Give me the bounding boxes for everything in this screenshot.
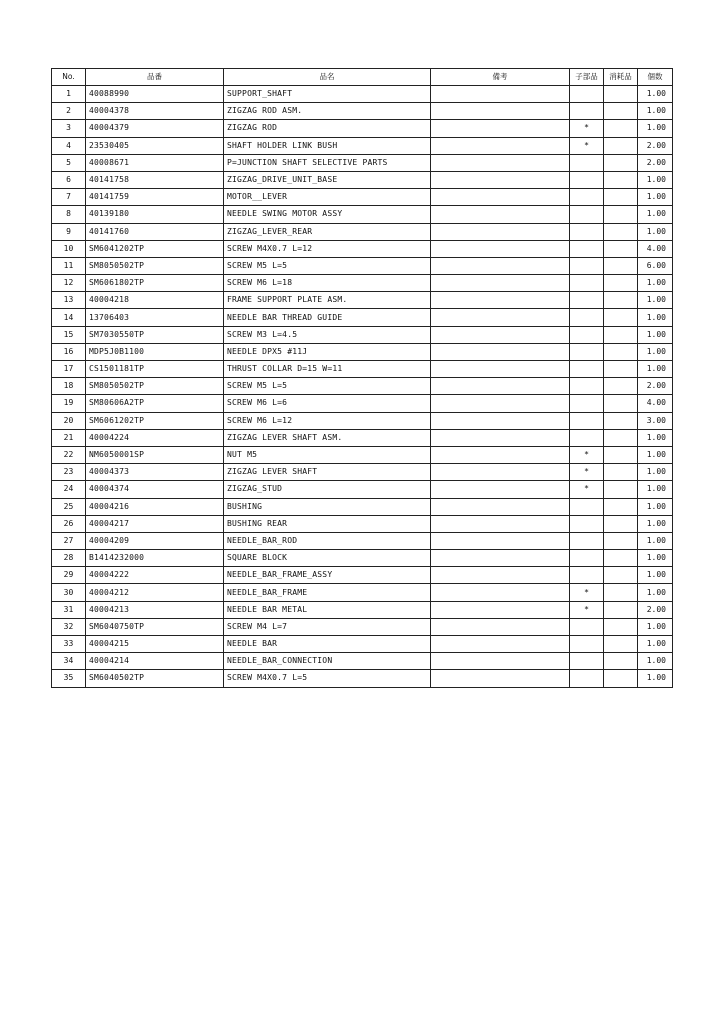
cell-quantity: 1.00 bbox=[638, 189, 673, 206]
cell-part-no: SM80606A2TP bbox=[86, 395, 224, 412]
cell-part-no: 40004373 bbox=[86, 464, 224, 481]
cell-quantity: 1.00 bbox=[638, 103, 673, 120]
cell-quantity: 3.00 bbox=[638, 412, 673, 429]
cell-sub-part bbox=[570, 103, 604, 120]
cell-part-no: B1414232000 bbox=[86, 550, 224, 567]
table-row bbox=[52, 257, 673, 274]
cell-part-no: SM7030550TP bbox=[86, 326, 224, 343]
cell-part-name: SCREW M4X0.7 L=5 bbox=[224, 670, 431, 687]
cell-sub-part: * bbox=[570, 584, 604, 601]
cell-remarks bbox=[431, 240, 570, 257]
table-row bbox=[52, 154, 673, 171]
cell-part-name: SUPPORT_SHAFT bbox=[224, 86, 431, 103]
cell-sub-part: * bbox=[570, 137, 604, 154]
cell-part-no: SM8050502TP bbox=[86, 378, 224, 395]
cell-quantity: 1.00 bbox=[638, 171, 673, 188]
header-row bbox=[52, 69, 673, 86]
cell-quantity: 1.00 bbox=[638, 206, 673, 223]
cell-no: 19 bbox=[52, 395, 86, 412]
cell-no: 23 bbox=[52, 464, 86, 481]
cell-quantity: 1.00 bbox=[638, 636, 673, 653]
cell-remarks bbox=[431, 223, 570, 240]
cell-part-name: SCREW M5 L=5 bbox=[224, 378, 431, 395]
cell-part-no: 23530405 bbox=[86, 137, 224, 154]
cell-part-no: 40004213 bbox=[86, 601, 224, 618]
cell-consumable bbox=[604, 103, 638, 120]
table-row bbox=[52, 189, 673, 206]
cell-sub-part bbox=[570, 395, 604, 412]
cell-quantity: 1.00 bbox=[638, 292, 673, 309]
cell-no: 33 bbox=[52, 636, 86, 653]
cell-remarks bbox=[431, 618, 570, 635]
cell-part-no: 40088990 bbox=[86, 86, 224, 103]
cell-quantity: 1.00 bbox=[638, 343, 673, 360]
cell-quantity: 1.00 bbox=[638, 567, 673, 584]
cell-remarks bbox=[431, 326, 570, 343]
cell-no: 7 bbox=[52, 189, 86, 206]
table-row bbox=[52, 601, 673, 618]
cell-sub-part bbox=[570, 498, 604, 515]
cell-no: 17 bbox=[52, 361, 86, 378]
cell-sub-part bbox=[570, 361, 604, 378]
cell-consumable bbox=[604, 206, 638, 223]
cell-consumable bbox=[604, 292, 638, 309]
cell-part-name: FRAME SUPPORT PLATE ASM. bbox=[224, 292, 431, 309]
cell-remarks bbox=[431, 103, 570, 120]
cell-remarks bbox=[431, 464, 570, 481]
cell-part-no: 40004222 bbox=[86, 567, 224, 584]
cell-part-name: SCREW M4X0.7 L=12 bbox=[224, 240, 431, 257]
cell-part-name: NEEDLE BAR THREAD GUIDE bbox=[224, 309, 431, 326]
table-row bbox=[52, 395, 673, 412]
cell-remarks bbox=[431, 361, 570, 378]
cell-part-name: SCREW M3 L=4.5 bbox=[224, 326, 431, 343]
cell-sub-part bbox=[570, 309, 604, 326]
cell-part-name: SCREW M6 L=6 bbox=[224, 395, 431, 412]
cell-quantity: 1.00 bbox=[638, 532, 673, 549]
parts-list-table bbox=[51, 68, 673, 688]
table-row bbox=[52, 326, 673, 343]
cell-part-no: SM6061802TP bbox=[86, 275, 224, 292]
cell-part-name: NEEDLE BAR METAL bbox=[224, 601, 431, 618]
cell-part-name: NEEDLE_BAR_FRAME bbox=[224, 584, 431, 601]
table-row bbox=[52, 412, 673, 429]
cell-consumable bbox=[604, 378, 638, 395]
cell-remarks bbox=[431, 378, 570, 395]
cell-no: 8 bbox=[52, 206, 86, 223]
cell-part-name: SQUARE BLOCK bbox=[224, 550, 431, 567]
cell-part-name: SHAFT HOLDER LINK BUSH bbox=[224, 137, 431, 154]
cell-remarks bbox=[431, 567, 570, 584]
cell-part-no: SM8050502TP bbox=[86, 257, 224, 274]
table-row bbox=[52, 481, 673, 498]
cell-sub-part bbox=[570, 567, 604, 584]
table-row bbox=[52, 446, 673, 463]
cell-no: 26 bbox=[52, 515, 86, 532]
cell-sub-part bbox=[570, 275, 604, 292]
cell-part-no: 40004216 bbox=[86, 498, 224, 515]
cell-sub-part bbox=[570, 326, 604, 343]
cell-no: 30 bbox=[52, 584, 86, 601]
cell-no: 35 bbox=[52, 670, 86, 687]
cell-remarks bbox=[431, 601, 570, 618]
cell-part-no: 40141758 bbox=[86, 171, 224, 188]
table-row bbox=[52, 120, 673, 137]
cell-quantity: 1.00 bbox=[638, 275, 673, 292]
header-no: No. bbox=[52, 69, 86, 86]
cell-part-name: NEEDLE SWING MOTOR ASSY bbox=[224, 206, 431, 223]
cell-consumable bbox=[604, 636, 638, 653]
cell-quantity: 2.00 bbox=[638, 601, 673, 618]
table-row bbox=[52, 361, 673, 378]
cell-part-no: 40004378 bbox=[86, 103, 224, 120]
cell-no: 5 bbox=[52, 154, 86, 171]
cell-consumable bbox=[604, 498, 638, 515]
cell-quantity: 4.00 bbox=[638, 240, 673, 257]
cell-consumable bbox=[604, 618, 638, 635]
cell-consumable bbox=[604, 584, 638, 601]
cell-part-name: NEEDLE_BAR_FRAME_ASSY bbox=[224, 567, 431, 584]
cell-part-name: NEEDLE_BAR_ROD bbox=[224, 532, 431, 549]
cell-quantity: 1.00 bbox=[638, 481, 673, 498]
cell-sub-part bbox=[570, 240, 604, 257]
cell-part-no: SM6061202TP bbox=[86, 412, 224, 429]
cell-no: 6 bbox=[52, 171, 86, 188]
cell-sub-part: * bbox=[570, 464, 604, 481]
cell-part-no: SM6041202TP bbox=[86, 240, 224, 257]
cell-remarks bbox=[431, 395, 570, 412]
cell-consumable bbox=[604, 86, 638, 103]
cell-quantity: 1.00 bbox=[638, 584, 673, 601]
cell-part-name: NEEDLE BAR bbox=[224, 636, 431, 653]
cell-quantity: 1.00 bbox=[638, 309, 673, 326]
cell-sub-part bbox=[570, 550, 604, 567]
cell-no: 9 bbox=[52, 223, 86, 240]
table-row bbox=[52, 292, 673, 309]
cell-remarks bbox=[431, 550, 570, 567]
cell-part-name: ZIGZAG LEVER SHAFT bbox=[224, 464, 431, 481]
cell-sub-part bbox=[570, 206, 604, 223]
cell-consumable bbox=[604, 361, 638, 378]
cell-part-name: NUT M5 bbox=[224, 446, 431, 463]
cell-no: 20 bbox=[52, 412, 86, 429]
table-row bbox=[52, 429, 673, 446]
cell-consumable bbox=[604, 464, 638, 481]
cell-remarks bbox=[431, 137, 570, 154]
cell-part-no: 40004218 bbox=[86, 292, 224, 309]
cell-part-name: SCREW M4 L=7 bbox=[224, 618, 431, 635]
cell-no: 3 bbox=[52, 120, 86, 137]
cell-no: 12 bbox=[52, 275, 86, 292]
table-row bbox=[52, 464, 673, 481]
cell-quantity: 1.00 bbox=[638, 515, 673, 532]
cell-remarks bbox=[431, 257, 570, 274]
cell-sub-part bbox=[570, 378, 604, 395]
table-row bbox=[52, 86, 673, 103]
cell-sub-part bbox=[570, 429, 604, 446]
cell-sub-part bbox=[570, 292, 604, 309]
cell-no: 21 bbox=[52, 429, 86, 446]
cell-remarks bbox=[431, 446, 570, 463]
cell-sub-part bbox=[570, 154, 604, 171]
cell-part-no: 40004209 bbox=[86, 532, 224, 549]
cell-quantity: 1.00 bbox=[638, 429, 673, 446]
cell-part-no: MDP5J0B1100 bbox=[86, 343, 224, 360]
cell-part-no: NM6050001SP bbox=[86, 446, 224, 463]
cell-consumable bbox=[604, 120, 638, 137]
table-header bbox=[52, 69, 673, 86]
cell-part-no: 13706403 bbox=[86, 309, 224, 326]
header-consumable: 消耗品 bbox=[604, 69, 638, 86]
cell-sub-part bbox=[570, 670, 604, 687]
cell-consumable bbox=[604, 481, 638, 498]
cell-consumable bbox=[604, 395, 638, 412]
table-row bbox=[52, 670, 673, 687]
table-row bbox=[52, 618, 673, 635]
table-row bbox=[52, 171, 673, 188]
cell-quantity: 1.00 bbox=[638, 550, 673, 567]
table-row bbox=[52, 275, 673, 292]
cell-part-name: ZIGZAG ROD bbox=[224, 120, 431, 137]
header-part-no: 品番 bbox=[86, 69, 224, 86]
cell-consumable bbox=[604, 240, 638, 257]
cell-part-no: SM6040750TP bbox=[86, 618, 224, 635]
cell-quantity: 1.00 bbox=[638, 326, 673, 343]
cell-no: 28 bbox=[52, 550, 86, 567]
cell-remarks bbox=[431, 171, 570, 188]
table-row bbox=[52, 567, 673, 584]
cell-part-no: 40004224 bbox=[86, 429, 224, 446]
cell-sub-part: * bbox=[570, 601, 604, 618]
table-row bbox=[52, 378, 673, 395]
cell-sub-part bbox=[570, 343, 604, 360]
cell-consumable bbox=[604, 515, 638, 532]
cell-part-name: SCREW M5 L=5 bbox=[224, 257, 431, 274]
cell-consumable bbox=[604, 309, 638, 326]
cell-quantity: 2.00 bbox=[638, 378, 673, 395]
cell-sub-part bbox=[570, 636, 604, 653]
cell-part-no: 40004212 bbox=[86, 584, 224, 601]
table-row bbox=[52, 223, 673, 240]
cell-no: 32 bbox=[52, 618, 86, 635]
table-row bbox=[52, 515, 673, 532]
cell-consumable bbox=[604, 429, 638, 446]
cell-sub-part: * bbox=[570, 446, 604, 463]
header-remarks: 備考 bbox=[431, 69, 570, 86]
cell-sub-part bbox=[570, 412, 604, 429]
cell-part-name: SCREW M6 L=12 bbox=[224, 412, 431, 429]
cell-remarks bbox=[431, 309, 570, 326]
cell-sub-part bbox=[570, 86, 604, 103]
cell-sub-part: * bbox=[570, 481, 604, 498]
cell-consumable bbox=[604, 137, 638, 154]
cell-remarks bbox=[431, 532, 570, 549]
cell-consumable bbox=[604, 653, 638, 670]
cell-consumable bbox=[604, 171, 638, 188]
header-quantity: 個数 bbox=[638, 69, 673, 86]
cell-remarks bbox=[431, 670, 570, 687]
cell-remarks bbox=[431, 636, 570, 653]
cell-no: 11 bbox=[52, 257, 86, 274]
cell-quantity: 6.00 bbox=[638, 257, 673, 274]
cell-remarks bbox=[431, 292, 570, 309]
cell-quantity: 2.00 bbox=[638, 137, 673, 154]
cell-part-name: NEEDLE_BAR_CONNECTION bbox=[224, 653, 431, 670]
cell-sub-part: * bbox=[570, 120, 604, 137]
cell-remarks bbox=[431, 584, 570, 601]
cell-remarks bbox=[431, 86, 570, 103]
cell-part-no: 40004374 bbox=[86, 481, 224, 498]
table-row bbox=[52, 137, 673, 154]
cell-part-name: ZIGZAG_DRIVE_UNIT_BASE bbox=[224, 171, 431, 188]
table-row bbox=[52, 584, 673, 601]
table-row bbox=[52, 343, 673, 360]
table-row bbox=[52, 240, 673, 257]
cell-part-no: 40004379 bbox=[86, 120, 224, 137]
cell-quantity: 1.00 bbox=[638, 464, 673, 481]
cell-no: 31 bbox=[52, 601, 86, 618]
cell-sub-part bbox=[570, 171, 604, 188]
cell-no: 14 bbox=[52, 309, 86, 326]
cell-quantity: 1.00 bbox=[638, 653, 673, 670]
cell-part-no: SM6040502TP bbox=[86, 670, 224, 687]
cell-consumable bbox=[604, 567, 638, 584]
cell-part-name: ZIGZAG_LEVER_REAR bbox=[224, 223, 431, 240]
cell-part-no: 40008671 bbox=[86, 154, 224, 171]
cell-part-name: ZIGZAG LEVER SHAFT ASM. bbox=[224, 429, 431, 446]
cell-consumable bbox=[604, 154, 638, 171]
cell-remarks bbox=[431, 412, 570, 429]
header-part-name: 品名 bbox=[224, 69, 431, 86]
cell-consumable bbox=[604, 532, 638, 549]
table-row bbox=[52, 206, 673, 223]
cell-no: 34 bbox=[52, 653, 86, 670]
cell-part-name: SCREW M6 L=18 bbox=[224, 275, 431, 292]
cell-consumable bbox=[604, 223, 638, 240]
cell-no: 25 bbox=[52, 498, 86, 515]
cell-part-name: BUSHING REAR bbox=[224, 515, 431, 532]
table-row bbox=[52, 636, 673, 653]
cell-sub-part bbox=[570, 257, 604, 274]
cell-part-name: THRUST COLLAR D=15 W=11 bbox=[224, 361, 431, 378]
header-sub-part: 子部品 bbox=[570, 69, 604, 86]
cell-part-no: 40141760 bbox=[86, 223, 224, 240]
cell-quantity: 1.00 bbox=[638, 618, 673, 635]
cell-consumable bbox=[604, 275, 638, 292]
cell-remarks bbox=[431, 653, 570, 670]
cell-remarks bbox=[431, 120, 570, 137]
cell-part-no: 40004217 bbox=[86, 515, 224, 532]
cell-part-no: CS1501181TP bbox=[86, 361, 224, 378]
cell-no: 29 bbox=[52, 567, 86, 584]
cell-no: 15 bbox=[52, 326, 86, 343]
cell-remarks bbox=[431, 481, 570, 498]
cell-no: 16 bbox=[52, 343, 86, 360]
cell-part-name: ZIGZAG ROD ASM. bbox=[224, 103, 431, 120]
cell-quantity: 1.00 bbox=[638, 446, 673, 463]
cell-consumable bbox=[604, 550, 638, 567]
table-row bbox=[52, 653, 673, 670]
cell-quantity: 1.00 bbox=[638, 361, 673, 378]
cell-quantity: 4.00 bbox=[638, 395, 673, 412]
cell-remarks bbox=[431, 429, 570, 446]
cell-quantity: 2.00 bbox=[638, 154, 673, 171]
cell-sub-part bbox=[570, 532, 604, 549]
cell-part-name: NEEDLE DPX5 #11J bbox=[224, 343, 431, 360]
cell-sub-part bbox=[570, 189, 604, 206]
cell-quantity: 1.00 bbox=[638, 498, 673, 515]
cell-no: 2 bbox=[52, 103, 86, 120]
cell-no: 13 bbox=[52, 292, 86, 309]
cell-part-no: 40139180 bbox=[86, 206, 224, 223]
cell-remarks bbox=[431, 343, 570, 360]
cell-sub-part bbox=[570, 653, 604, 670]
cell-consumable bbox=[604, 257, 638, 274]
cell-remarks bbox=[431, 206, 570, 223]
cell-consumable bbox=[604, 343, 638, 360]
cell-consumable bbox=[604, 601, 638, 618]
cell-remarks bbox=[431, 154, 570, 171]
cell-no: 1 bbox=[52, 86, 86, 103]
table-row bbox=[52, 532, 673, 549]
cell-sub-part bbox=[570, 515, 604, 532]
cell-consumable bbox=[604, 446, 638, 463]
cell-sub-part bbox=[570, 618, 604, 635]
table-row bbox=[52, 498, 673, 515]
cell-part-no: 40004214 bbox=[86, 653, 224, 670]
cell-no: 24 bbox=[52, 481, 86, 498]
cell-quantity: 1.00 bbox=[638, 670, 673, 687]
cell-no: 18 bbox=[52, 378, 86, 395]
cell-remarks bbox=[431, 189, 570, 206]
cell-part-name: P=JUNCTION SHAFT SELECTIVE PARTS bbox=[224, 154, 431, 171]
cell-consumable bbox=[604, 412, 638, 429]
table-row bbox=[52, 103, 673, 120]
cell-part-no: 40004215 bbox=[86, 636, 224, 653]
cell-quantity: 1.00 bbox=[638, 120, 673, 137]
cell-part-name: BUSHING bbox=[224, 498, 431, 515]
cell-part-name: ZIGZAG_STUD bbox=[224, 481, 431, 498]
cell-no: 4 bbox=[52, 137, 86, 154]
cell-consumable bbox=[604, 670, 638, 687]
cell-no: 10 bbox=[52, 240, 86, 257]
table-row bbox=[52, 309, 673, 326]
cell-part-name: MOTOR__LEVER bbox=[224, 189, 431, 206]
cell-quantity: 1.00 bbox=[638, 223, 673, 240]
cell-part-no: 40141759 bbox=[86, 189, 224, 206]
cell-consumable bbox=[604, 189, 638, 206]
cell-quantity: 1.00 bbox=[638, 86, 673, 103]
cell-consumable bbox=[604, 326, 638, 343]
cell-no: 27 bbox=[52, 532, 86, 549]
cell-remarks bbox=[431, 515, 570, 532]
cell-remarks bbox=[431, 498, 570, 515]
cell-remarks bbox=[431, 275, 570, 292]
table-body bbox=[52, 86, 673, 688]
table-row bbox=[52, 550, 673, 567]
cell-no: 22 bbox=[52, 446, 86, 463]
cell-sub-part bbox=[570, 223, 604, 240]
